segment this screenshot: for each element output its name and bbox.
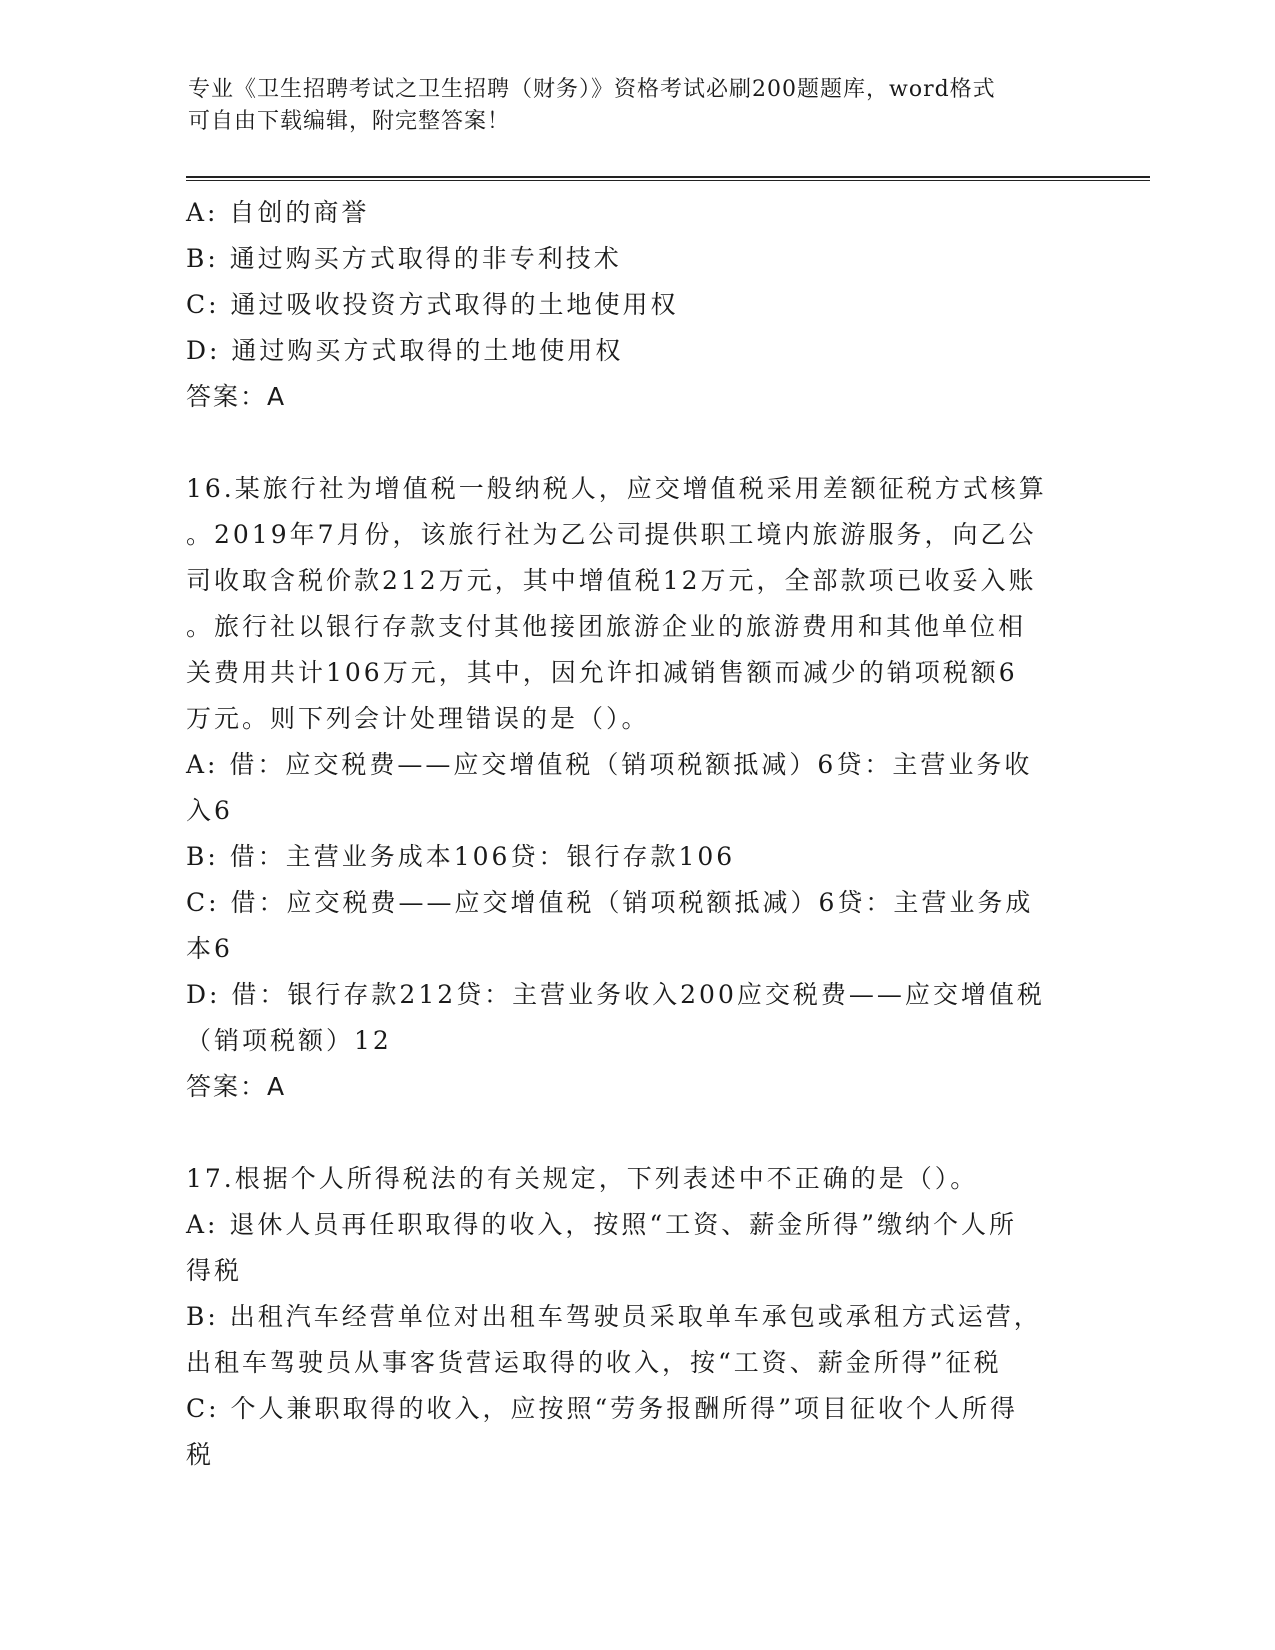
question-text-line: 司收取含税价款212万元，其中增值税12万元，全部款项已收妥入账	[186, 566, 1037, 595]
question-text-line: 16.某旅行社为增值税一般纳税人，应交增值税采用差额征税方式核算	[186, 474, 1047, 503]
option-d: D: 借：银行存款212贷：主营业务收入200应交税费——应交增值税	[186, 980, 1045, 1009]
option-b: B: 通过购买方式取得的非专利技术	[186, 244, 622, 273]
question-16-block	[186, 466, 1066, 1110]
question-text-line: 关费用共计106万元，其中，因允许扣减销售额而减少的销项税额6	[186, 658, 1018, 687]
option-b: B: 出租汽车经营单位对出租车驾驶员采取单车承包或承租方式运营，	[186, 1302, 1042, 1331]
option-a: A: 自创的商誉	[186, 198, 370, 227]
option-a: A: 退休人员再任职取得的收入，按照“工资、薪金所得”缴纳个人所	[186, 1210, 1017, 1239]
answer-line: 答案：A	[186, 382, 287, 411]
answer-line: 答案：A	[186, 1072, 287, 1101]
option-a-continued: 得税	[186, 1256, 243, 1285]
question-text-line: 。旅行社以银行存款支付其他接团旅游企业的旅游费用和其他单位相	[186, 612, 1027, 641]
question-15-block	[186, 190, 1066, 420]
question-17-block	[186, 1156, 1066, 1478]
spacer	[186, 420, 1066, 466]
header-line-1: 专业《卫生招聘考试之卫生招聘（财务）》资格考试必刷200题题库，word格式	[188, 77, 996, 102]
option-c: C: 个人兼职取得的收入，应按照“劳务报酬所得”项目征收个人所得	[186, 1394, 1019, 1423]
option-d-continued: （销项税额）12	[186, 1026, 392, 1055]
spacer	[186, 1110, 1066, 1156]
header-line-2: 可自由下载编辑，附完整答案！	[188, 109, 511, 134]
question-text-line: 万元。则下列会计处理错误的是（）。	[186, 704, 650, 733]
option-b: B: 借：主营业务成本106贷：银行存款106	[186, 842, 736, 871]
question-text-line: 17.根据个人所得税法的有关规定，下列表述中不正确的是（）。	[186, 1164, 979, 1193]
document-header	[188, 74, 1068, 138]
option-a: A: 借：应交税费——应交增值税（销项税额抵减）6贷：主营业务收	[186, 750, 1033, 779]
option-b-continued: 出租车驾驶员从事客货营运取得的收入，按“工资、薪金所得”征税	[186, 1348, 1002, 1377]
option-c: C: 通过吸收投资方式取得的土地使用权	[186, 290, 679, 319]
header-divider	[186, 176, 1150, 181]
option-a-continued: 入6	[186, 796, 233, 825]
option-d: D: 通过购买方式取得的土地使用权	[186, 336, 624, 365]
option-c: C: 借：应交税费——应交增值税（销项税额抵减）6贷：主营业务成	[186, 888, 1034, 917]
document-body	[186, 190, 1066, 1478]
question-text-line: 。2019年7月份，该旅行社为乙公司提供职工境内旅游服务，向乙公	[186, 520, 1037, 549]
option-c-continued: 税	[186, 1440, 215, 1469]
option-c-continued: 本6	[186, 934, 233, 963]
